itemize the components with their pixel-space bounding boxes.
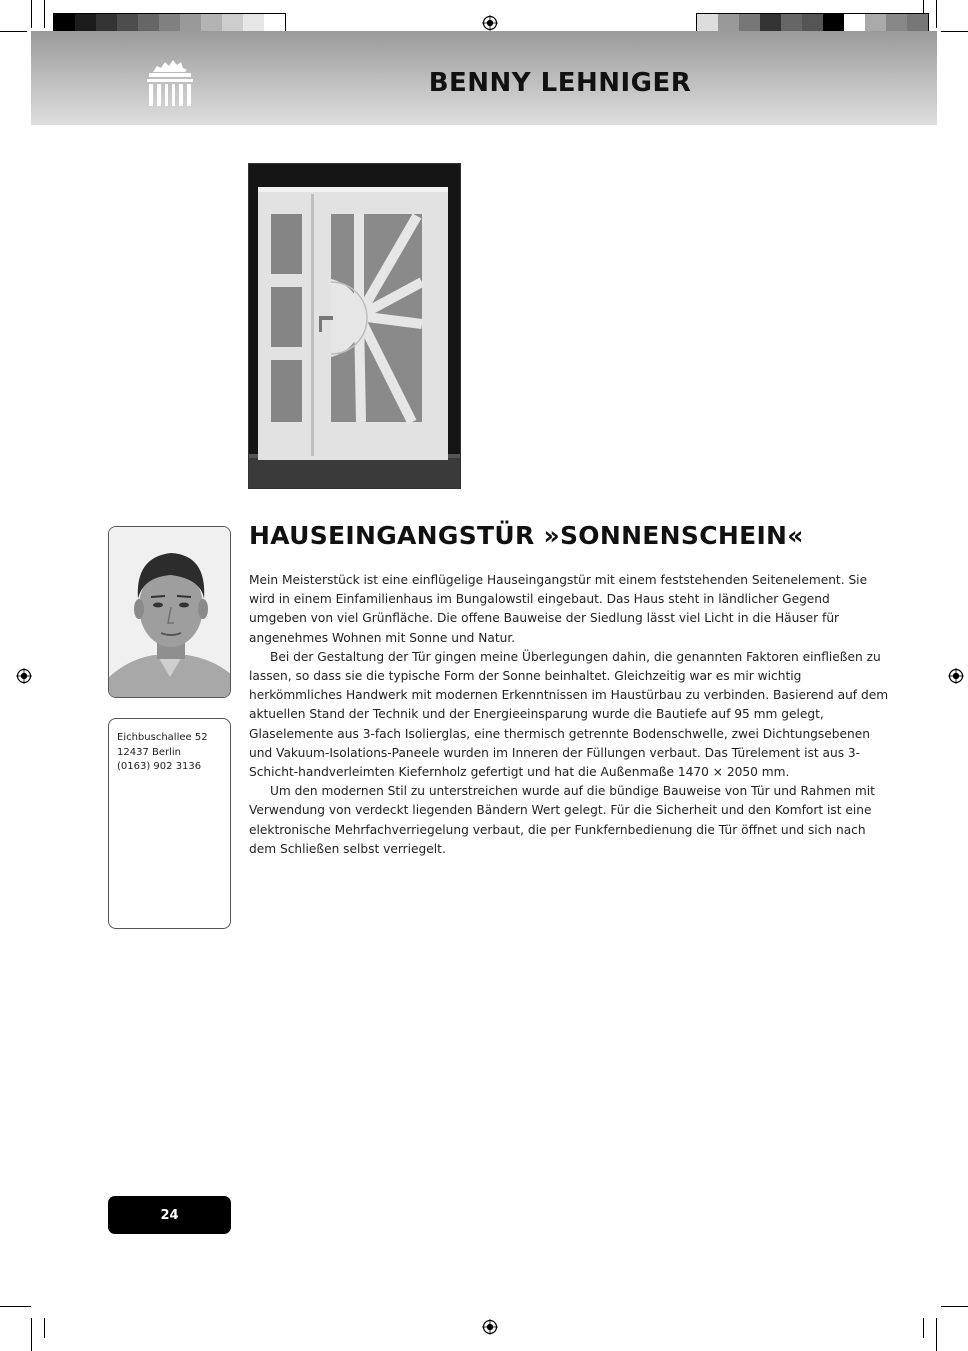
registration-mark-icon — [948, 668, 964, 684]
door-illustration — [249, 164, 461, 489]
contact-city: 12437 Berlin — [117, 746, 182, 758]
contact-street: Eichbuschallee 52 — [117, 732, 208, 743]
article-title: HAUSEINGANGSTÜR »SONNENSCHEIN« — [249, 521, 804, 550]
crop-mark — [31, 0, 32, 28]
crop-mark — [941, 31, 968, 32]
article-body — [249, 571, 889, 859]
page-header-name: BENNY LEHNIGER — [428, 68, 692, 98]
author-portrait-photo — [108, 526, 231, 698]
article-paragraph: Mein Meisterstück ist eine einflügelige Hauseingangstür mit einem feststehenden Seitenelement. Sie wird in einem Einfamilienhaus im Bungalowstil eingebaut. Das Haus steht in ländlicher Gegend umgeben von viel Grünfläche. Die offene Bauweise der Siedlung lässt viel Licht in die Häuser für angenehmes Wohnen mit Sonne und Natur. — [249, 573, 868, 645]
crop-mark — [936, 1318, 937, 1351]
article-paragraph: Bei der Gestaltung der Tür gingen meine Überlegungen dahin, die genannten Faktoren einfließen zu lassen, so dass sie die typische Form der Sonne beinhaltet. Gleichzeitig war es mir wichtig herkömmliches Handwerk mit modernen Erkenntnissen im Haustürbau zu verbinden. Basierend auf dem aktuellen Stand der Technik und der Energieeinsparung wurde die Bautiefe auf 95 mm gelegt, Glaselemente aus 3-fach Isolierglas, eine thermisch getrennte Bodenschwelle, zwei Dichtungsebenen und Vakuum-Isolations-Paneele wurden im Inneren der Füllungen verbaut. Das Türelement ist aus 3-Schicht-handverleimten Kiefernholz gefertigt und hat die Außenmaße 1470 × 2050 mm. — [249, 649, 889, 780]
crop-mark — [44, 0, 45, 28]
registration-mark-icon — [482, 15, 498, 31]
crop-mark — [44, 1318, 45, 1338]
crop-mark — [941, 1306, 968, 1307]
article-paragraph: Um den modernen Stil zu unterstreichen wurde auf die bündige Bauweise von Tür und Rahmen mit Verwendung von verdeckt liegenden Bändern Wert gelegt. Für die Sicherheit und den Komfort ist eine elektronische Mehrfachverriegelung verbaut, die per Funkfernbedienung die Tür öffnet und sich nach dem Schließen selbst verriegelt. — [249, 784, 875, 856]
brandenburg-gate-logo-icon — [143, 56, 197, 108]
door-photo — [248, 163, 461, 489]
contact-card — [108, 718, 231, 929]
registration-mark-icon — [16, 668, 32, 684]
crop-mark — [936, 0, 937, 28]
crop-mark — [923, 1318, 924, 1338]
portrait-illustration — [109, 527, 231, 698]
crop-mark — [0, 1306, 31, 1307]
crop-mark — [0, 31, 27, 32]
registration-mark-icon — [482, 1319, 498, 1335]
page-number: 24 — [108, 1196, 231, 1234]
contact-phone: (0163) 902 3136 — [117, 761, 202, 772]
crop-mark — [31, 1318, 32, 1351]
